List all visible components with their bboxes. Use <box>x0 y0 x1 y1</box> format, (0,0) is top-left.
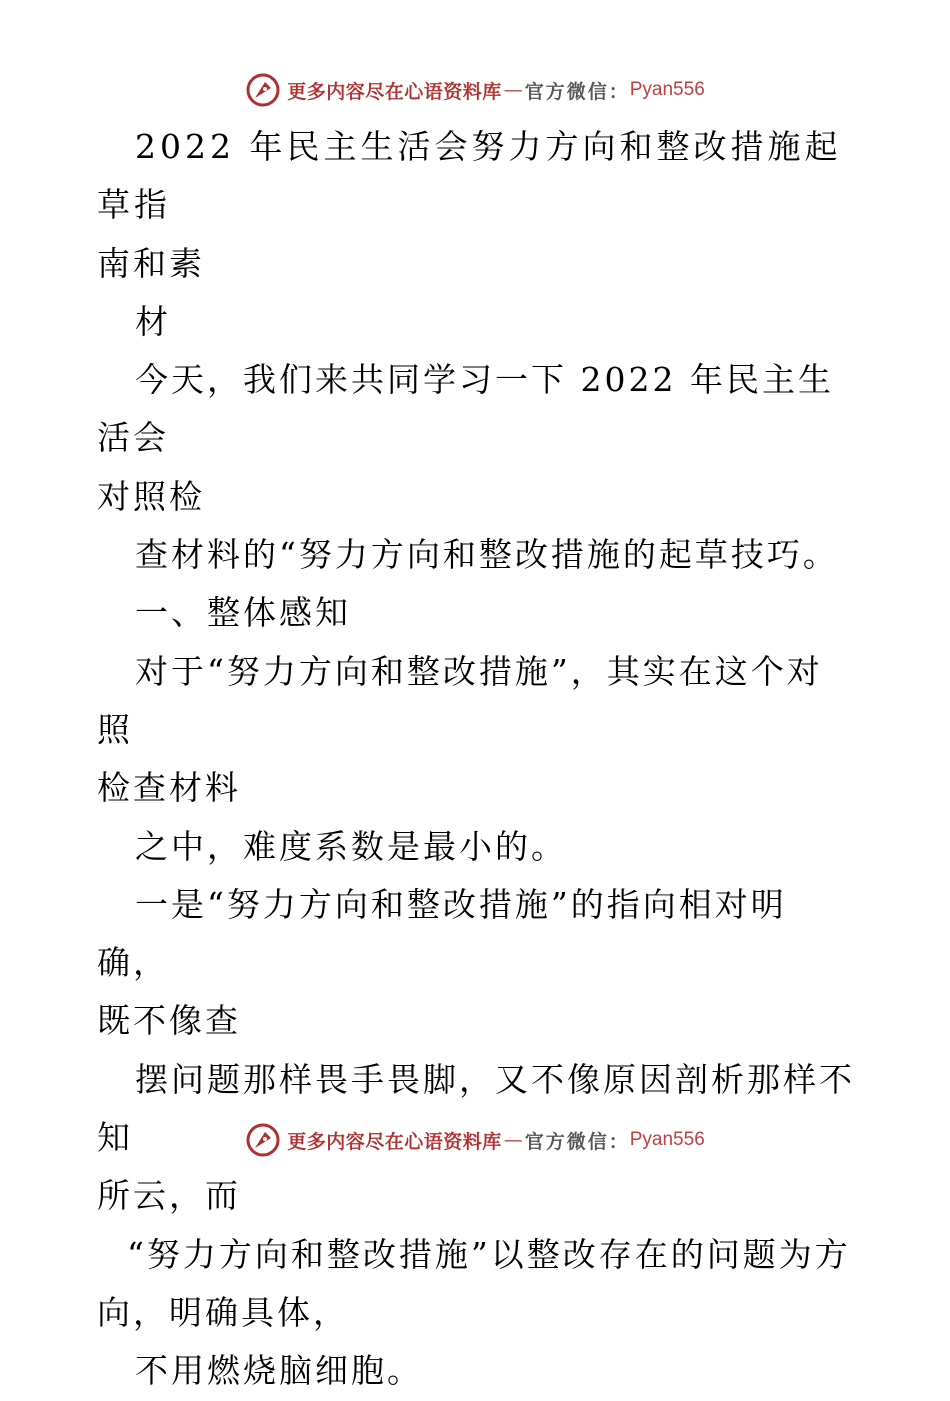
document-line: 摆问题那样畏手畏脚，又不像原因剖析那样不知 <box>97 1059 855 1158</box>
document-line: 对照检 <box>97 476 205 516</box>
watermark-dash: — <box>503 79 523 101</box>
document-line: 南和素 <box>97 243 205 283</box>
document-line: 检查材料 <box>97 768 241 808</box>
header-watermark <box>0 70 950 110</box>
document-line: 对于“努力方向和整改措施”，其实在这个对照 <box>97 651 823 749</box>
watermark-wechat-id: Pyan556 <box>629 79 705 100</box>
document-line: 一是“努力方向和整改措施”的指向相对明确， <box>97 884 787 983</box>
watermark-brand: 更多内容尽在心语资料库 <box>287 80 502 103</box>
document-line: 所云，而 <box>97 1176 241 1216</box>
watermark-wechat-id: Pyan556 <box>629 1129 705 1150</box>
watermark-dash: — <box>503 1129 523 1151</box>
pen-nib-logo-icon <box>245 1122 281 1158</box>
watermark-label: 官方微信： <box>524 1130 630 1153</box>
pen-nib-logo-icon <box>245 72 281 108</box>
document-line: 之中，难度系数是最小的。 <box>135 826 567 866</box>
document-line: 2022 年民主生活会努力方向和整改措施起草指 <box>97 127 842 225</box>
document-line: 既不像查 <box>97 1001 241 1041</box>
footer-watermark <box>0 1120 950 1160</box>
document-line: 查材料的“努力方向和整改措施的起草技巧。 <box>135 535 839 575</box>
document-body <box>97 118 857 1401</box>
document-line: 向，明确具体， <box>97 1292 349 1332</box>
document-line: 不用燃烧脑细胞。 <box>135 1351 423 1391</box>
document-line: 材 <box>135 301 171 341</box>
document-line: 今天，我们来共同学习一下 2022 年民主生活会 <box>97 360 834 458</box>
watermark-brand: 更多内容尽在心语资料库 <box>287 1130 502 1153</box>
document-line: “努力方向和整改措施”以整改存在的问题为方 <box>127 1234 851 1274</box>
section-heading: 一、整体感知 <box>135 593 351 633</box>
watermark-label: 官方微信： <box>524 80 630 103</box>
